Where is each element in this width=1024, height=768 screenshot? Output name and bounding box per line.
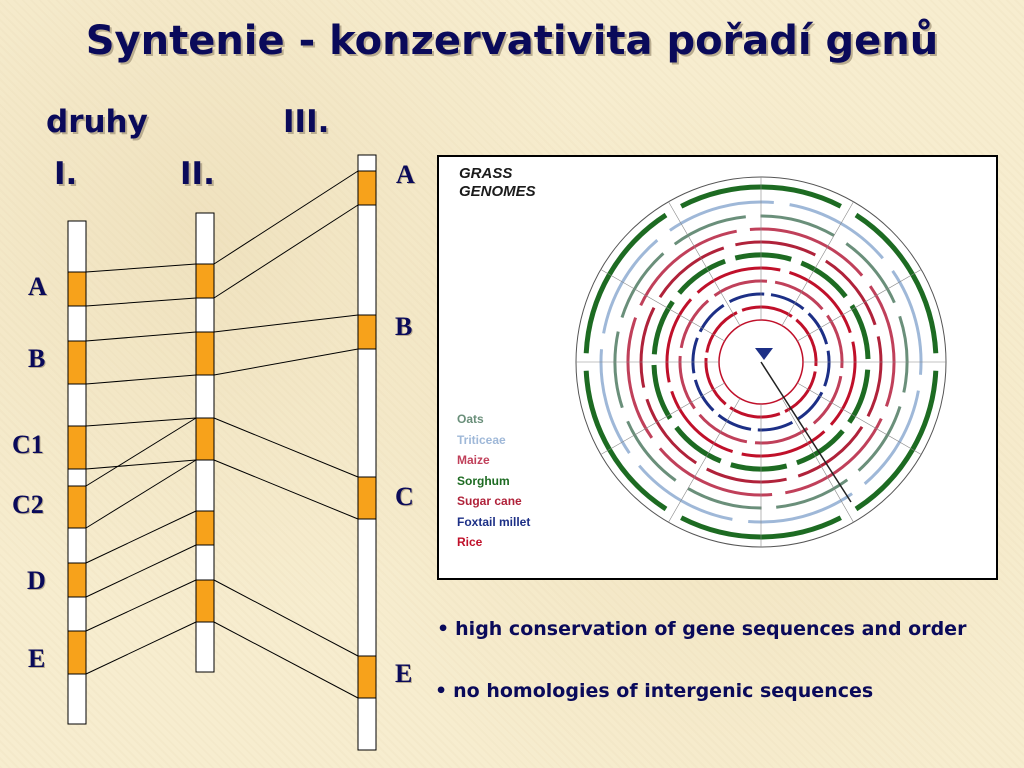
genome-ring-arc xyxy=(742,307,792,317)
header-species-3: III. xyxy=(283,104,330,140)
conserved-gene-block xyxy=(196,580,214,622)
conserved-gene-block xyxy=(358,656,376,698)
conserved-gene-block xyxy=(68,272,86,306)
conserved-gene-block xyxy=(68,341,86,384)
genome-ring-arc xyxy=(735,242,815,255)
radial-divider xyxy=(797,383,921,455)
chromosome-species-1 xyxy=(68,221,86,724)
synteny-link-line xyxy=(214,205,358,298)
legend-item-triticeae: Triticeae xyxy=(457,432,506,447)
legend-item-sorghum: Sorghum xyxy=(457,473,510,488)
legend-item-foxtail-millet: Foxtail millet xyxy=(457,514,531,529)
synteny-link-line xyxy=(214,622,358,698)
bullet-dot: • xyxy=(435,680,448,702)
header-species-1: I. xyxy=(54,156,78,192)
header-species-2: II. xyxy=(180,156,215,192)
synteny-link-line xyxy=(86,622,196,674)
conserved-gene-block xyxy=(358,315,376,349)
header-druhy: druhy xyxy=(46,104,148,140)
segment-label-c2-left: C2 xyxy=(12,490,44,519)
genome-ring-arc xyxy=(628,421,676,480)
genome-ring-arc xyxy=(615,332,622,408)
bullet-text-2: no homologies of intergenic sequences xyxy=(453,680,874,702)
legend-item-maize: Maize xyxy=(457,453,490,467)
synteny-link-line xyxy=(86,460,196,528)
genome-ring-arc xyxy=(730,294,765,302)
synteny-link-line xyxy=(214,418,358,477)
synteny-link-line xyxy=(214,315,358,332)
segment-label-c1-left: C1 xyxy=(12,430,44,459)
synteny-link-line xyxy=(214,171,358,264)
genome-ring-arc xyxy=(826,261,875,325)
genome-ring-arc xyxy=(868,336,881,416)
conserved-gene-block xyxy=(68,563,86,597)
genome-ring-arc xyxy=(698,268,781,293)
synteny-link-line xyxy=(214,349,358,375)
conserved-gene-block xyxy=(196,418,214,460)
conserved-gene-block xyxy=(68,486,86,528)
bullet-1 xyxy=(437,618,966,640)
genome-ring-arc xyxy=(798,392,822,419)
conserved-gene-block xyxy=(196,511,214,545)
segment-label-e-left: E xyxy=(28,644,46,673)
genome-ring-arc xyxy=(641,308,654,388)
slide-title: Syntenie - konzervativita pořadí genů xyxy=(85,18,939,64)
radial-divider xyxy=(601,270,725,342)
synteny-links xyxy=(86,171,358,698)
figure-title-line1: GRASS xyxy=(459,165,513,182)
figure-title xyxy=(459,165,536,201)
genome-ring-arc xyxy=(700,305,724,332)
conserved-gene-block xyxy=(196,264,214,298)
legend-item-rice: Rice xyxy=(457,535,483,549)
segment-label-c-right: C xyxy=(395,482,414,511)
conserved-gene-block xyxy=(358,477,376,519)
chromosome-species-2 xyxy=(196,213,214,672)
genome-ring-arc xyxy=(731,465,787,469)
synteny-link-line xyxy=(86,298,196,306)
synteny-link-line xyxy=(214,460,358,519)
bullet-dot: • xyxy=(437,618,450,640)
figure-legend xyxy=(457,412,530,556)
synteny-link-line xyxy=(86,332,196,341)
segment-label-b-left: B xyxy=(28,344,46,373)
figure-title-line2: GENOMES xyxy=(459,183,536,200)
genome-ring-arc xyxy=(870,286,894,406)
synteny-link-line xyxy=(86,375,196,384)
conserved-gene-block xyxy=(68,631,86,674)
synteny-diagram xyxy=(0,0,430,768)
segment-label-a-left: A xyxy=(28,272,47,301)
synteny-link-line xyxy=(86,580,196,631)
synteny-link-line xyxy=(86,418,196,426)
chromosome-species-3 xyxy=(358,155,376,750)
conserved-gene-block xyxy=(358,171,376,205)
synteny-link-line xyxy=(214,580,358,656)
genome-ring-arc xyxy=(647,399,696,463)
segment-label-b-right: B xyxy=(395,312,413,341)
synteny-link-line xyxy=(86,264,196,272)
genome-ring-arc xyxy=(758,422,793,430)
genome-ring-arc xyxy=(628,318,652,438)
genome-ring-arc xyxy=(900,316,907,392)
synteny-link-line xyxy=(86,460,196,469)
genome-ring-arc xyxy=(735,255,791,259)
synteny-link-line xyxy=(86,418,196,486)
conserved-gene-block xyxy=(68,426,86,469)
segment-label-d-left: D xyxy=(27,566,46,595)
legend-item-sugar-cane: Sugar cane xyxy=(457,494,522,508)
genome-ring-arc xyxy=(660,248,724,297)
bullet-text-1: high conservation of gene sequences and order xyxy=(455,618,967,640)
genome-ring-arc xyxy=(707,469,787,482)
genome-ring-arc xyxy=(825,351,829,386)
bullet-2 xyxy=(435,680,873,702)
grass-genomes-figure xyxy=(437,155,998,580)
synteny-link-line xyxy=(86,511,196,563)
conserved-gene-block xyxy=(196,332,214,375)
genome-ring-arc xyxy=(693,338,697,373)
segment-label-a-right: A xyxy=(396,160,415,189)
legend-item-oats: Oats xyxy=(457,412,484,426)
genome-ring-arc xyxy=(742,431,825,456)
genome-ring-arc xyxy=(730,408,780,418)
genome-ring-arc xyxy=(846,244,894,303)
synteny-link-line xyxy=(86,545,196,597)
segment-label-e-right: E xyxy=(395,659,413,688)
